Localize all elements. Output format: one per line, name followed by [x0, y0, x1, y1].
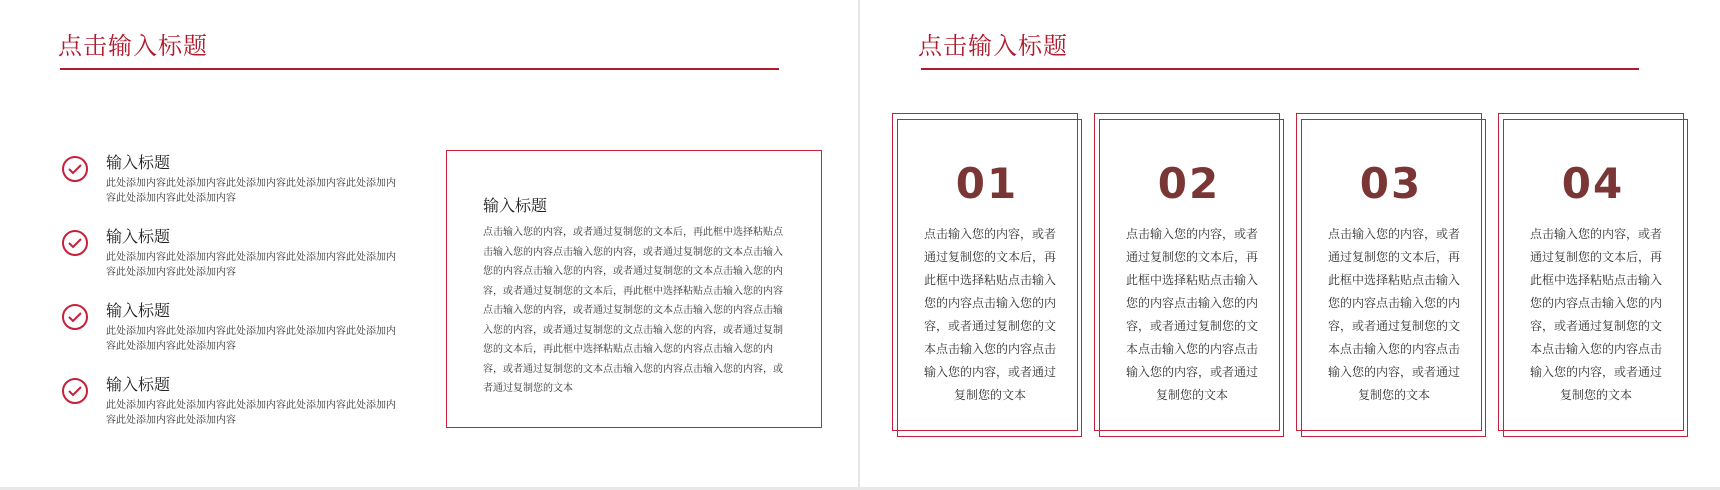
checklist-item-heading: 输入标题 — [106, 375, 171, 394]
check-circle-icon — [62, 230, 88, 256]
title-underline — [60, 68, 779, 70]
check-circle-icon — [62, 156, 88, 182]
checklist-item[interactable] — [62, 301, 396, 362]
checklist-item-text: 此处添加内容此处添加内容此处添加内容此处添加内容此处添加内容此处添加内容此处添加内容 — [106, 326, 396, 352]
slide-right[interactable] — [860, 0, 1720, 490]
card-number: 01 — [955, 159, 1019, 208]
check-circle-icon — [62, 304, 88, 330]
checklist-item-heading: 输入标题 — [106, 153, 171, 172]
slide-title[interactable]: 点击输入标题 — [58, 32, 208, 60]
checklist-item-text: 此处添加内容此处添加内容此处添加内容此处添加内容此处添加内容此处添加内容此处添加内容 — [106, 178, 396, 204]
checklist-item[interactable] — [62, 153, 396, 214]
numbered-card[interactable] — [1498, 113, 1688, 437]
text-box[interactable] — [446, 150, 822, 428]
checklist-item[interactable] — [62, 227, 396, 288]
check-circle-icon — [62, 378, 88, 404]
checklist-item-text: 此处添加内容此处添加内容此处添加内容此处添加内容此处添加内容此处添加内容此处添加内容 — [106, 400, 396, 426]
text-box-body: 点击输入您的内容，或者通过复制您的文本后，再此框中选择粘贴点击输入您的内容点击输入您的内容，或者通过复制您的文本点击输入您的内容点击输入您的内容，或者通过复制您的文本点击输入您的内容，或者通过复制您的文本后，再此框中选择粘贴点击输入您的内容点击输入您的内容，或者通过复制您的文本点击输入您的内容点击输入您的内容，或者通过复制您的文点击输入您的内容，或者通过复制您的文本后，再此框中选择粘贴点击输入您的内容点击输入您的内容，或者通过复制您的文本点击输入您的内容点击输入您的内容，或者通过复制您的文本 — [483, 227, 783, 394]
card-text: 点击输入您的内容，或者通过复制您的文本后，再此框中选择粘贴点击输入您的内容点击输入您的内容，或者通过复制您的文本点击输入您的内容点击输入您的内容，或者通过复制您的文本 — [923, 227, 1056, 402]
checklist-item[interactable] — [62, 375, 396, 436]
card-number: 03 — [1359, 159, 1423, 208]
numbered-card[interactable] — [892, 113, 1082, 437]
checklist-item-heading: 输入标题 — [106, 227, 171, 246]
numbered-card[interactable] — [1296, 113, 1486, 437]
slide-title[interactable]: 点击输入标题 — [918, 32, 1068, 60]
numbered-card[interactable] — [1094, 113, 1284, 437]
text-box-heading: 输入标题 — [483, 196, 548, 215]
title-underline — [921, 68, 1639, 70]
card-number: 04 — [1561, 159, 1625, 208]
card-text: 点击输入您的内容，或者通过复制您的文本后，再此框中选择粘贴点击输入您的内容点击输入您的内容，或者通过复制您的文本点击输入您的内容点击输入您的内容，或者通过复制您的文本 — [1529, 227, 1662, 402]
card-text: 点击输入您的内容，或者通过复制您的文本后，再此框中选择粘贴点击输入您的内容点击输入您的内容，或者通过复制您的文本点击输入您的内容点击输入您的内容，或者通过复制您的文本 — [1125, 227, 1258, 402]
checklist-item-text: 此处添加内容此处添加内容此处添加内容此处添加内容此处添加内容此处添加内容此处添加内容 — [106, 252, 396, 278]
slide-left[interactable] — [0, 0, 858, 490]
card-number: 02 — [1157, 159, 1221, 208]
card-text: 点击输入您的内容，或者通过复制您的文本后，再此框中选择粘贴点击输入您的内容点击输入您的内容，或者通过复制您的文本点击输入您的内容点击输入您的内容，或者通过复制您的文本 — [1327, 227, 1460, 402]
checklist-item-heading: 输入标题 — [106, 301, 171, 320]
